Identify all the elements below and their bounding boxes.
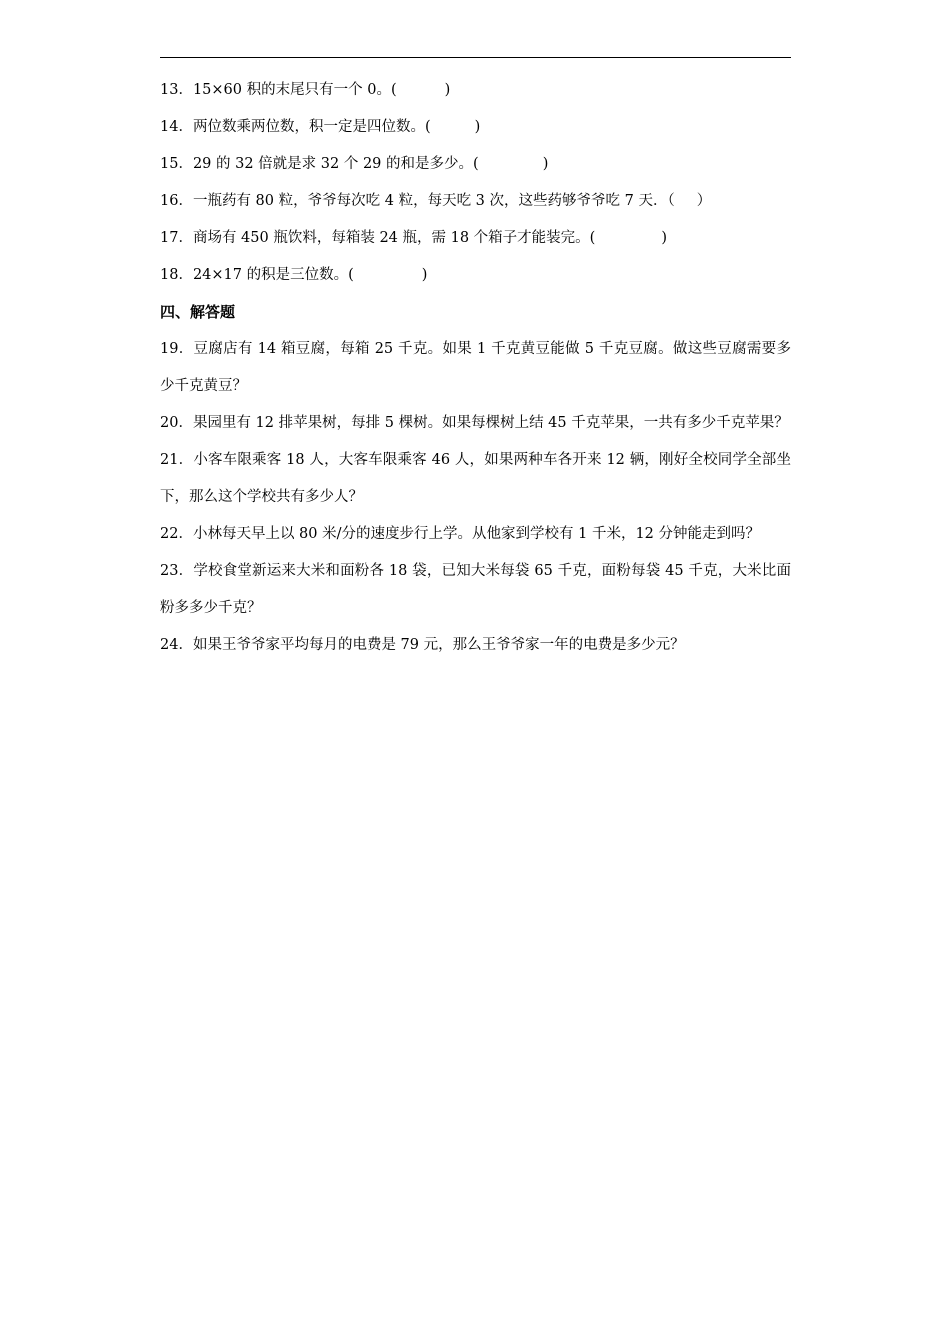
question-15 bbox=[160, 150, 791, 187]
question-number: 13． bbox=[160, 82, 193, 98]
question-text: 豆腐店有 14 箱豆腐，每箱 25 千克。如果 1 千克黄豆能做 5 千克豆腐。做这些豆腐需要多少千克黄豆？ bbox=[160, 341, 791, 394]
question-number: 15． bbox=[160, 156, 193, 172]
question-number: 16． bbox=[160, 193, 193, 209]
question-text: 一瓶药有 80 粒，爷爷每次吃 4 粒，每天吃 3 次，这些药够爷爷吃 7 天．（ bbox=[192, 193, 675, 209]
question-number: 20． bbox=[160, 415, 193, 431]
question-21 bbox=[160, 442, 791, 516]
question-text: 两位数乘两位数，积一定是四位数。( bbox=[192, 119, 431, 135]
question-number: 22． bbox=[160, 526, 193, 542]
header-rule bbox=[160, 57, 791, 58]
question-14 bbox=[160, 113, 791, 150]
worksheet-content bbox=[160, 76, 791, 668]
question-text: 如果王爷爷家平均每月的电费是 79 元，那么王爷爷家一年的电费是多少元？ bbox=[192, 637, 685, 653]
question-number: 19． bbox=[160, 341, 194, 357]
question-18 bbox=[160, 261, 791, 298]
question-number: 21． bbox=[160, 452, 194, 468]
question-text: 果园里有 12 排苹果树，每排 5 棵树。如果每棵树上结 45 千克苹果，一共有多少千克苹果？ bbox=[192, 415, 789, 431]
question-text: 29 的 32 倍就是求 32 个 29 的和是多少。( bbox=[192, 156, 479, 172]
question-19 bbox=[160, 331, 791, 405]
paren-close: ) bbox=[474, 119, 481, 135]
paren-close: ) bbox=[421, 267, 428, 283]
question-text: 小林每天早上以 80 米/分的速度步行上学。从他家到学校有 1 千米，12 分钟能走到吗？ bbox=[192, 526, 761, 542]
question-24 bbox=[160, 627, 791, 664]
question-number: 17． bbox=[160, 230, 193, 246]
paren-close: ) bbox=[661, 230, 668, 246]
question-17 bbox=[160, 224, 791, 261]
section-heading-answer-questions: 四、解答题 bbox=[160, 303, 236, 321]
question-text: 15×60 积的末尾只有一个 0。( bbox=[192, 82, 397, 98]
question-text: 小客车限乘客 18 人，大客车限乘客 46 人，如果两种车各开来 12 辆，刚好全校同学全部坐下，那么这个学校共有多少人？ bbox=[160, 452, 791, 505]
question-number: 18． bbox=[160, 267, 193, 283]
question-text: 学校食堂新运来大米和面粉各 18 袋，已知大米每袋 65 千克，面粉每袋 45 千克，大米比面粉多多少千克？ bbox=[160, 563, 791, 616]
question-16 bbox=[160, 187, 791, 224]
question-23 bbox=[160, 553, 791, 627]
paren-close: ) bbox=[444, 82, 451, 98]
question-20 bbox=[160, 405, 791, 442]
question-22 bbox=[160, 516, 791, 553]
paren-close: ) bbox=[542, 156, 549, 172]
question-text: 商场有 450 瓶饮料，每箱装 24 瓶，需 18 个箱子才能装完。( bbox=[192, 230, 596, 246]
question-text: 24×17 的积是三位数。( bbox=[192, 267, 354, 283]
question-number: 14． bbox=[160, 119, 193, 135]
question-13 bbox=[160, 76, 791, 113]
paren-close: ） bbox=[696, 193, 712, 209]
question-number: 24． bbox=[160, 637, 193, 653]
question-number: 23． bbox=[160, 563, 194, 579]
word-problems bbox=[160, 335, 791, 668]
